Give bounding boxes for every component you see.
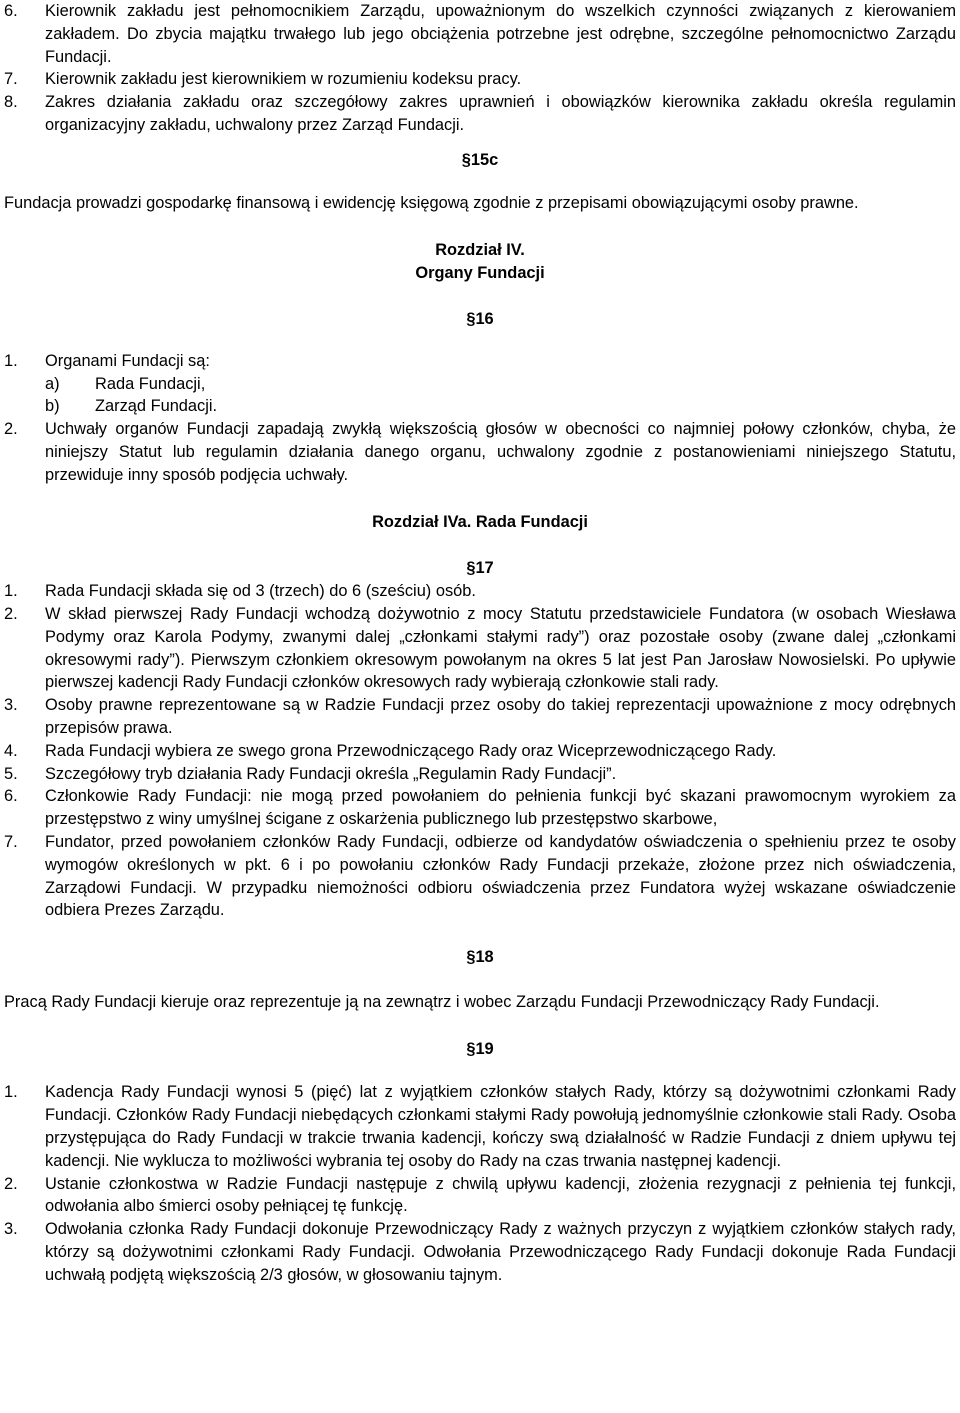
list-item [4,694,956,740]
section-sign: § [466,1039,476,1058]
item-text: Uchwały organów Fundacji zapadają zwykłą większością głosów w obecności co najmniej połowy członków, chyba, że niniejszy Statut lub regulamin działania danego organu, uchwalony zgodnie z postanowieniami niniejszego Statutu, przewiduje inny sposób podjęcia uchwały. [45,420,956,484]
list-item [4,418,956,486]
section-heading-19 [4,1038,956,1061]
list-item [4,740,956,763]
item-number: 7. [4,832,18,851]
item-number: 1. [4,1083,18,1102]
sub-item [45,395,956,418]
section-heading-17 [4,557,956,580]
sub-item-text: Rada Fundacji, [95,374,206,393]
section-sign: § [461,150,471,169]
list-item [4,68,956,91]
sub-list [4,373,956,419]
section-17-body [4,580,956,922]
section-sign: § [466,309,476,328]
item-number: 1. [4,351,18,370]
item-number: 2. [4,604,18,623]
list-item [4,1081,956,1172]
item-text: Rada Fundacji składa się od 3 (trzech) do 6 (sześciu) osób. [45,582,476,601]
section-heading-18 [4,946,956,969]
item-number: 4. [4,741,18,760]
item-number: 6. [4,2,18,20]
sub-item-text: Zarząd Fundacji. [95,397,218,416]
chapter-subtitle: Organy Fundacji [415,264,545,283]
item-number: 5. [4,764,18,783]
item-number: 1. [4,582,18,601]
item-number: 7. [4,70,18,89]
section-heading-16 [4,308,956,331]
section-number: 18 [475,948,494,967]
list-item [4,350,956,373]
list-item [4,831,956,922]
sub-item-letter: b) [45,397,60,416]
section-number: 16 [475,309,494,328]
sub-item [45,373,956,396]
list-item [4,763,956,786]
item-text: Zakres działania zakładu oraz szczegółowy zakres uprawnień i obowiązków kierownika zakładu określa regulamin organizacyjny zakładu, uchwalony przez Zarząd Fundacji. [45,93,956,134]
sub-item-letter: a) [45,374,60,393]
list-item [4,1218,956,1286]
list-item [4,580,956,603]
item-number: 3. [4,696,18,715]
section-heading-15c [4,149,956,172]
item-number: 2. [4,420,18,439]
item-text: Kadencja Rady Fundacji wynosi 5 (pięć) lat z wyjątkiem członków stałych Rady, którzy są dożywotnimi członkami Rady Fundacji. Członków Rady Fundacji niebędących członkami stałymi Rady powołują jednomyślnie członkowie stali Rady. Osoba przystępująca do Rady Fundacji w trakcie trwania kadencji, kończy swą działalność w Radzie Fundacji z dniem upływu tej kadencji. Nie wyklucza to możliwości wybrania tej osoby do Rady na czas trwania następnej kadencji. [45,1083,956,1170]
chapter-title: Rozdział IVa. Rada Fundacji [372,512,588,531]
paragraph-18: Pracą Rady Fundacji kieruje oraz reprezentuje ją na zewnątrz i wobec Zarządu Fundacji Przewodniczący Rady Fundacji. [4,992,880,1011]
section-number: 17 [475,559,494,578]
list-item [4,603,956,694]
item-text: Osoby prawne reprezentowane są w Radzie Fundacji przez osoby do takiej reprezentacji upoważnione z mocy odrębnych przepisów prawa. [45,696,956,737]
item-text: Ustanie członkostwa w Radzie Fundacji następuje z chwilą upływu kadencji, złożenia rezygnacji z pełnienia tej funkcji, odwołania albo śmierci osoby pełniącej tę funkcję. [45,1174,956,1216]
item-text: Członkowie Rady Fundacji: nie mogą przed powołaniem do pełnienia funkcji być skazani prawomocnym wyrokiem za przestępstwo z winy umyślnej ścigane z oskarżenia publicznego lub przestępstwo skarbowe, [45,787,956,829]
section-19-body [4,1081,956,1286]
list-item [4,1173,956,1219]
paragraph-15c: Fundacja prowadzi gospodarkę finansową i ewidencję księgową zgodnie z przepisami obowiązującymi osoby prawne. [4,193,859,212]
chapter-title: Rozdział IV. [435,241,525,260]
item-text: Kierownik zakładu jest pełnomocnikiem Zarządu, upoważnionym do wszelkich czynności związanych z kierowaniem zakładem. Do zbycia majątku trwałego lub jego obciążenia potrzebne jest odrębne, szczególne pełnomocnictwo Zarządu Fundacji. [45,2,956,66]
item-text: W skład pierwszej Rady Fundacji wchodzą dożywotnio z mocy Statutu przedstawiciele Fundatora (w osobach Wiesława Podymy oraz Karola Podymy, zwanymi dalej „członkami stałymi rady”) oraz pozostałe osoby (zwane dalej „członkami okresowymi rady”). Pierwszym członkiem okresowym powołanym na okres 5 lat jest Pan Jarosław Nowosielski. Po upływie pierwszej kadencji Rady Fundacji członków okresowych rady wybierają członkowie stali rady. [45,604,956,692]
item-number: 6. [4,787,18,806]
list-item [4,785,956,831]
section-items-6-8 [4,0,956,137]
section-number: 19 [475,1039,494,1058]
item-number: 2. [4,1174,18,1193]
item-text: Odwołania członka Rady Fundacji dokonuje Przewodniczący Rady z ważnych przyczyn z wyjątkiem członków stałych rady, którzy są dożywotnimi członkami Rady Fundacji. Odwołania Przewodniczącego Rady Fundacji dokonuje Rada Fundacji uchwałą podjętą większością 2/3 głosów, w głosowaniu tajnym. [45,1220,956,1284]
list-item [4,0,956,68]
section-16-body [4,350,956,487]
section-sign: § [466,948,476,967]
item-number: 8. [4,93,18,112]
item-text: Szczegółowy tryb działania Rady Fundacji określa „Regulamin Rady Fundacji”. [45,764,617,783]
item-text: Organami Fundacji są: [45,351,210,370]
section-sign: § [466,559,476,578]
section-number: 15c [470,150,499,169]
item-text: Kierownik zakładu jest kierownikiem w rozumieniu kodeksu pracy. [45,70,522,89]
item-text: Rada Fundacji wybiera ze swego grona Przewodniczącego Rady oraz Wiceprzewodniczącego Rady. [45,741,777,760]
list-item [4,91,956,137]
item-text: Fundator, przed powołaniem członków Rady Fundacji, odbierze od kandydatów oświadczenia o spełnieniu przez te osoby wymogów określonych w pkt. 6 i po powołaniu członków Rady Fundacji przekaże, złożone przez nich oświadczenia, Zarządowi Fundacji. W przypadku niemożności odbioru oświadczenia przez Fundatora wyżej wskazane oświadczenie odbiera Prezes Zarządu. [45,832,956,920]
item-number: 3. [4,1220,18,1239]
